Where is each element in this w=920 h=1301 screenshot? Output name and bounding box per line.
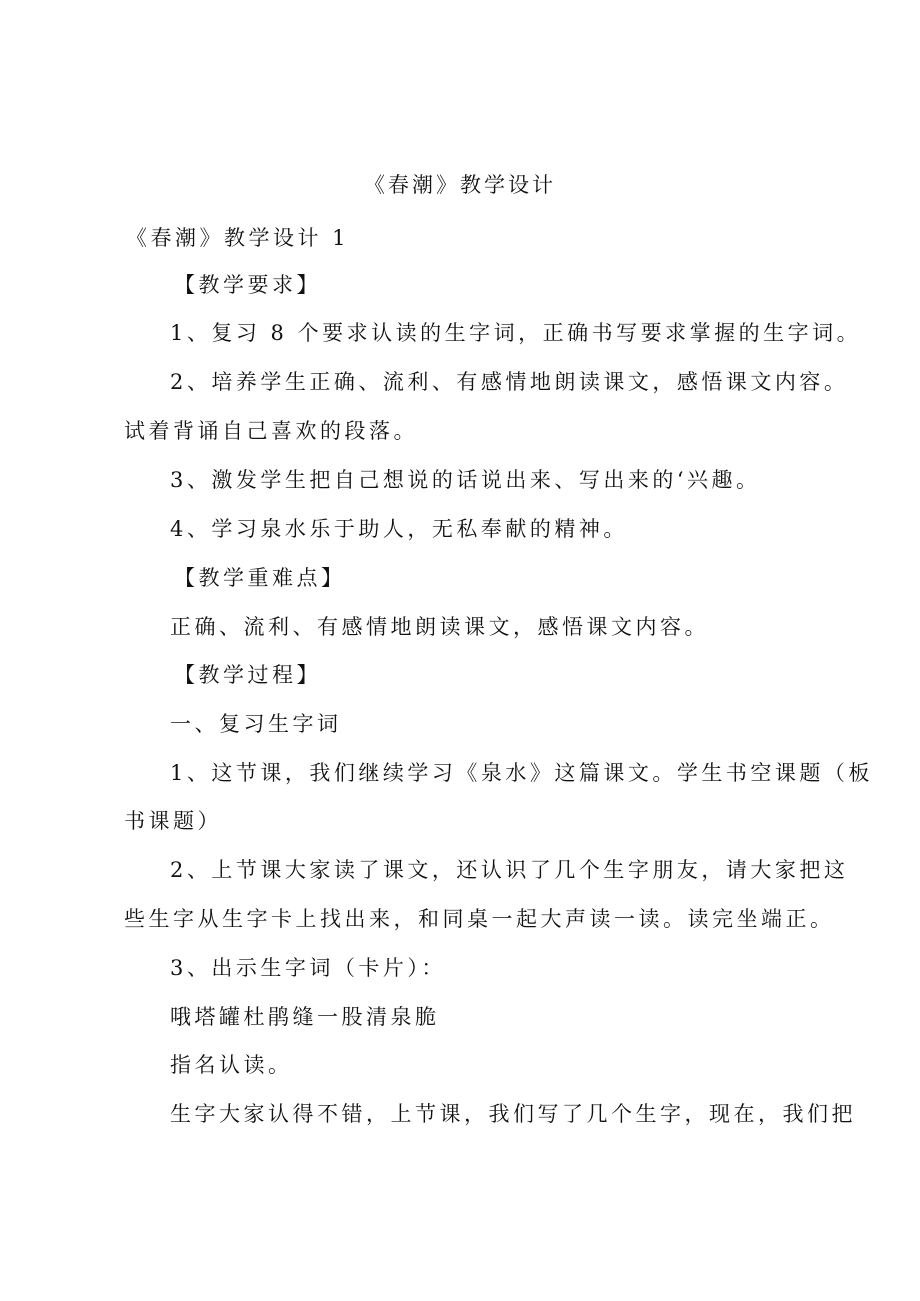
requirement-item: 3、激发学生把自己想说的话说出来、写出来的‘兴趣。 — [170, 468, 761, 492]
requirement-continuation: 试着背诵自己喜欢的段落。 — [124, 419, 418, 443]
requirement-item: 1、复习 8 个要求认读的生字词，正确书写要求掌握的生字词。 — [170, 321, 862, 345]
requirement-item: 2、培养学生正确、流利、有感情地朗读课文，感悟课文内容。 — [170, 370, 849, 394]
section-heading: 一、复习生字词 — [170, 712, 342, 736]
process-paragraph: 指名认读。 — [170, 1053, 293, 1077]
process-continuation: 些生字从生字卡上找出来，和同桌一起大声读一读。读完坐端正。 — [124, 907, 835, 931]
process-paragraph: 3、出示生字词（卡片）： — [170, 956, 446, 980]
vocabulary-list: 哦塔罐杜鹃缝一股清泉脆 — [170, 1005, 440, 1029]
requirement-item: 4、学习泉水乐于助人，无私奉献的精神。 — [170, 517, 628, 541]
process-heading: 【教学过程】 — [174, 663, 321, 687]
keypoints-text: 正确、流利、有感情地朗读课文，感悟课文内容。 — [170, 615, 709, 639]
keypoints-heading: 【教学重难点】 — [174, 566, 346, 590]
requirements-heading: 【教学要求】 — [174, 273, 321, 297]
process-paragraph: 2、上节课大家读了课文，还认识了几个生字朋友，请大家把这 — [170, 858, 849, 882]
document-subtitle: 《春潮》教学设计 1 — [126, 226, 350, 250]
process-continuation: 书课题） — [124, 809, 222, 833]
process-paragraph: 生字大家认得不错，上节课，我们写了几个生字，现在，我们把 — [170, 1102, 856, 1126]
process-paragraph: 1、这节课，我们继续学习《泉水》这篇课文。学生书空课题（板 — [170, 761, 873, 785]
document-title: 《春潮》教学设计 — [364, 173, 556, 197]
